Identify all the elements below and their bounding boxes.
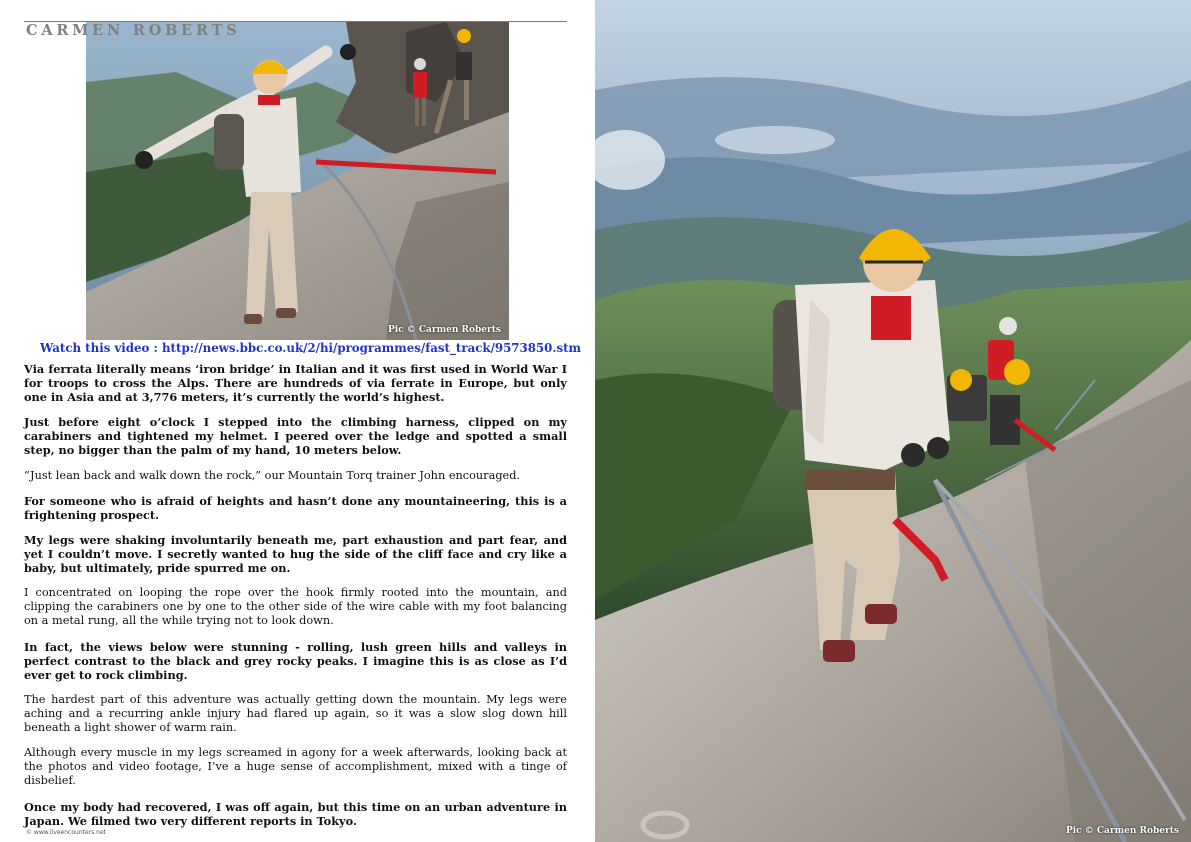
video-link-prefix: Watch this video : [40,341,162,355]
article-paragraph: Via ferrata literally means ‘iron bridge’ in Italian and it was first used in World War I for troops to cross the Alps. There are hundreds of via ferrate in Europe, but only one in Asia and at 3,776 meters, it’s currently the world’s highest. [24,362,567,404]
climbers-photo-left [86,22,509,340]
footer-copyright: © www.liveencounters.net [26,829,107,836]
article-body [24,362,567,839]
article-paragraph: In fact, the views below were stunning - rolling, lush green hills and valleys in perfect contrast to the black and grey rocky peaks. I imagine this is as close as I’d ever get to rock climbing. [24,639,567,682]
article-paragraph: Although every muscle in my legs screamed in agony for a week afterwards, looking back at the photos and video footage, I’ve a huge sense of accomplishment, mixed with a tinge of disbelief. [24,746,567,788]
article-paragraph: Just before eight o’clock I stepped into the climbing harness, clipped on my carabiners and tightened my helmet. I peered over the ledge and spotted a small step, no bigger than the palm of my hand, 10 meters below. [24,415,567,458]
article-paragraph: “Just lean back and walk down the rock,” our Mountain Torq trainer John encouraged. [24,468,521,482]
video-link-url[interactable]: http://news.bbc.co.uk/2/hi/programmes/fast_track/9573850.stm [161,341,582,355]
left-page [0,0,595,842]
climbers-illustration-left [86,22,509,340]
article-paragraph: My legs were shaking involuntarily beneath me, part exhaustion and part fear, and yet I couldn’t move. I secretly wanted to hug the side of the cliff face and cry like a baby, but ultimately, pride spurred me on. [24,533,567,576]
article-paragraph: For someone who is afraid of heights and hasn’t done any mountaineering, this is a frightening prospect. [24,493,567,522]
article-paragraph: I concentrated on looping the rope over the hook firmly rooted into the mountain, and clipping the carabiners one by one to the other side of the wire cable with my foot balancing on a metal rung, all the while trying not to look down. [24,586,567,628]
article-paragraph: The hardest part of this adventure was actually getting down the mountain. My legs were aching and a recurring ankle injury had flared up again, so it was a slow slog down hill beneath a light shower of warm rain. [24,693,567,735]
author-header: CARMEN ROBERTS [26,22,241,39]
watch-video-link[interactable] [40,341,581,355]
photo-credit-right: Pic © Carmen Roberts [1065,826,1179,836]
climbers-photo-right [595,0,1191,842]
photo-credit-left: Pic © Carmen Roberts [387,325,501,335]
climbers-illustration-right [595,0,1191,842]
article-paragraph: Once my body had recovered, I was off again, but this time on an urban adventure in Japan. We filmed two very different reports in Tokyo. [24,799,567,828]
